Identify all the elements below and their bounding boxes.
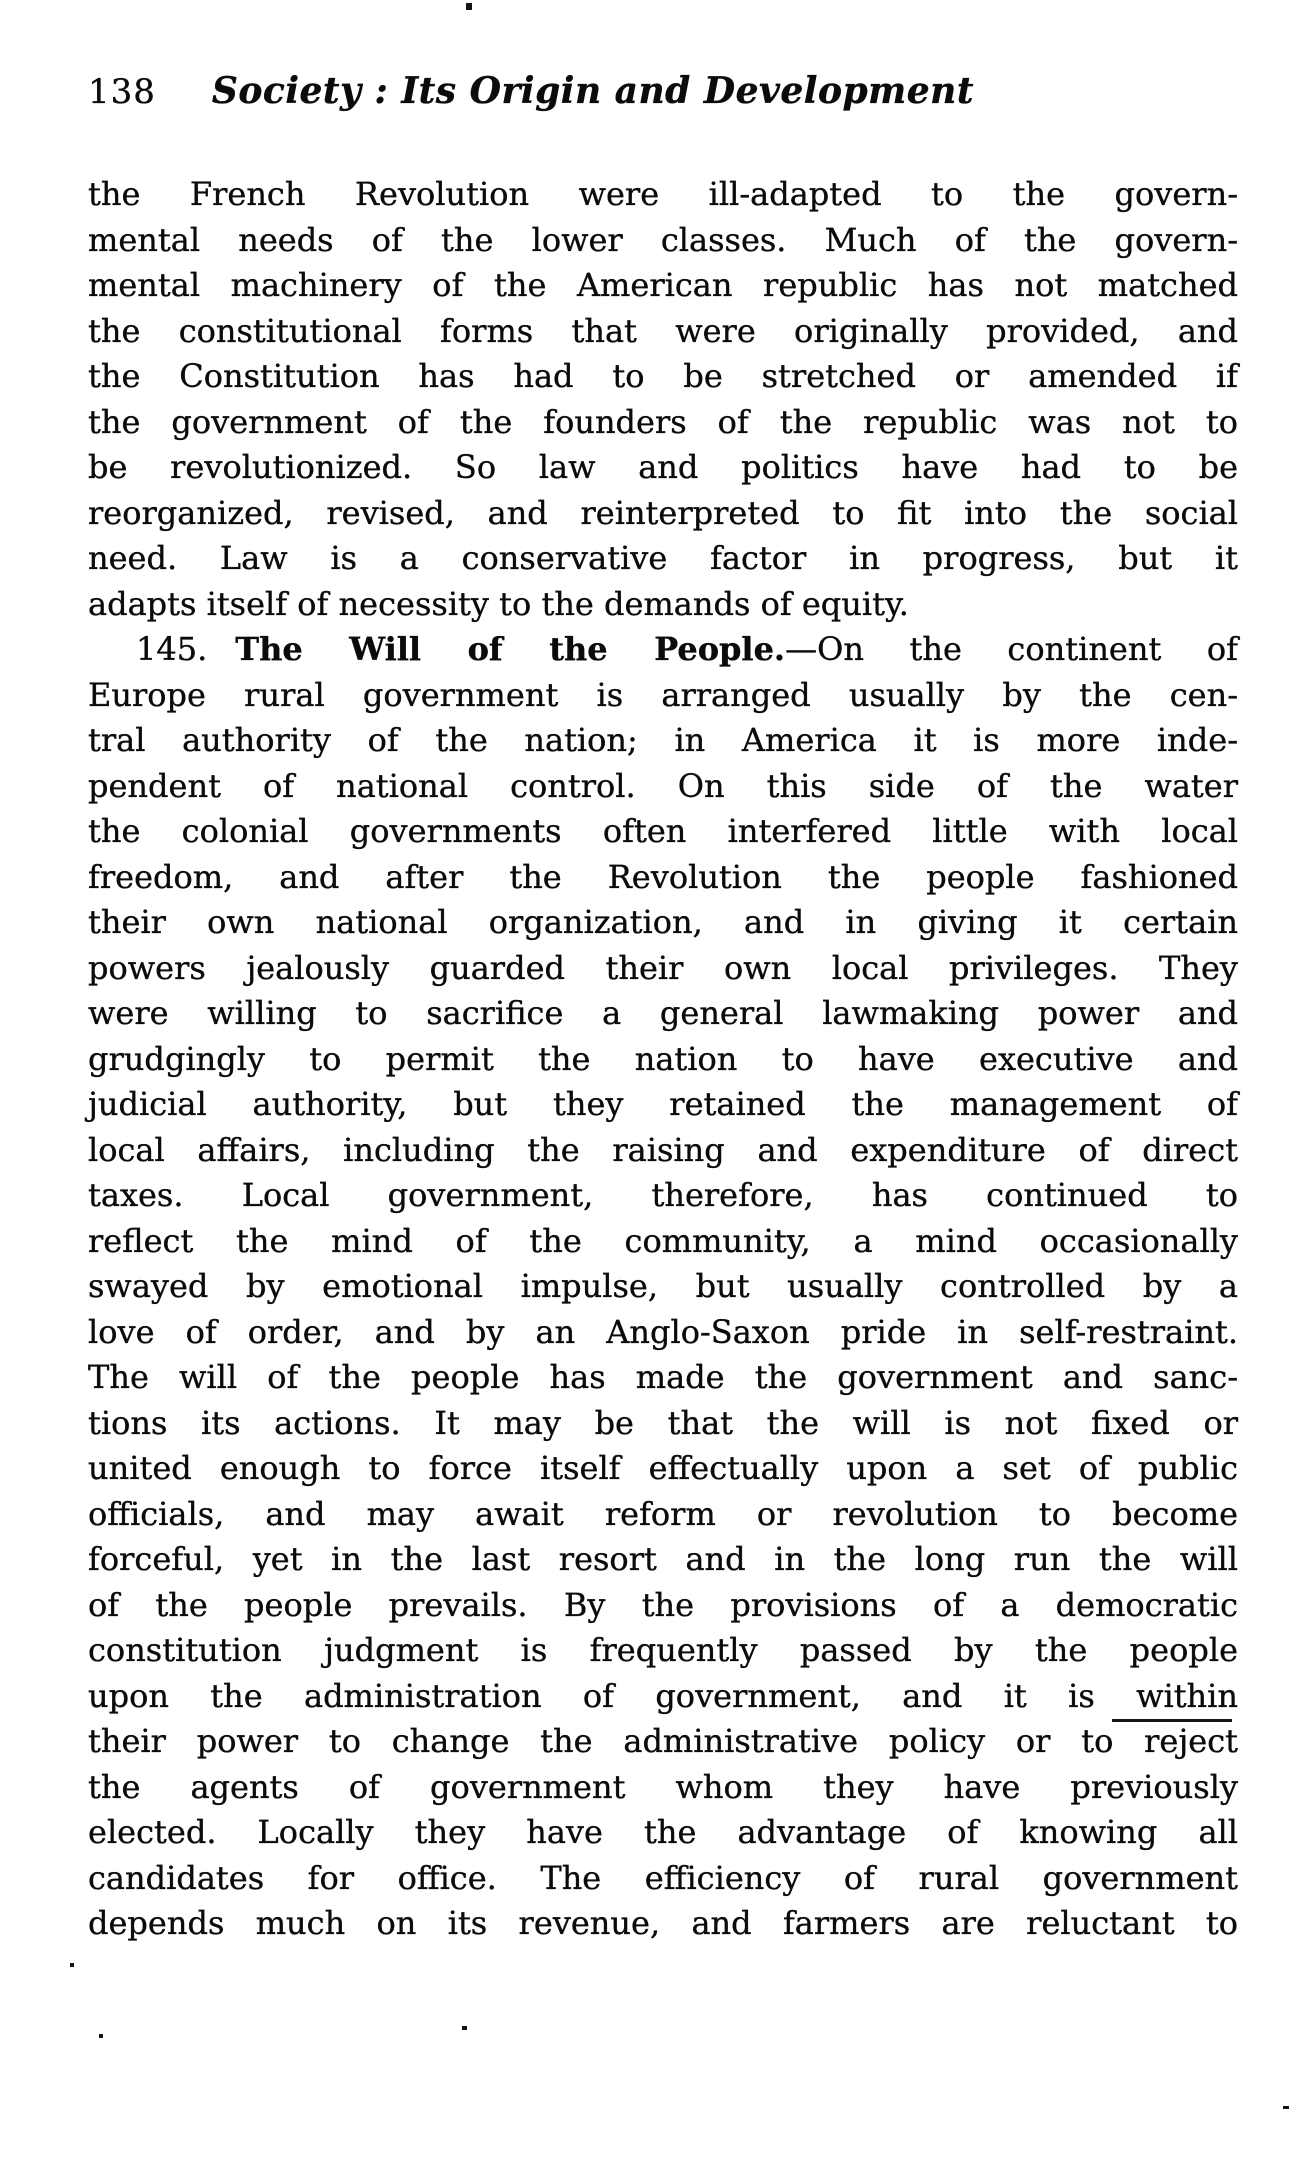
body-line: powers jealously guarded their own local privileges. They bbox=[88, 948, 1238, 987]
body-line: mental needs of the lower classes. Much of the govern- bbox=[88, 220, 1238, 259]
body-line: love of order, and by an Anglo-Saxon pride in self-restraint. bbox=[88, 1312, 1238, 1351]
body-line: swayed by emotional impulse, but usually controlled by a bbox=[88, 1267, 1238, 1305]
body-line: pendent of national control. On this side of the water bbox=[88, 766, 1238, 805]
body-line: depends much on its revenue, and farmers are reluctant to bbox=[88, 1904, 1238, 1942]
body-line: elected. Locally they have the advantage of knowing all bbox=[88, 1813, 1238, 1851]
scan-speck bbox=[70, 1963, 74, 1967]
page-number: 138 bbox=[88, 72, 156, 112]
body-line: Europe rural government is arranged usually by the cen- bbox=[88, 675, 1238, 714]
body-line: forceful, yet in the last resort and in the long run the will bbox=[88, 1540, 1238, 1578]
body-line: the colonial governments often interfered little with local bbox=[88, 812, 1238, 850]
page-header bbox=[88, 70, 1238, 122]
body-line: tions its actions. It may be that the will is not fixed or bbox=[88, 1403, 1238, 1442]
body-line: freedom, and after the Revolution the people fashioned bbox=[88, 857, 1238, 896]
body-text bbox=[88, 172, 1238, 1947]
scan-speck bbox=[466, 3, 472, 10]
section-number: 145. bbox=[136, 630, 208, 668]
body-line: grudgingly to permit the nation to have executive and bbox=[88, 1039, 1238, 1078]
body-line: upon the administration of government, and it is within bbox=[88, 1676, 1238, 1715]
body-line: constitution judgment is frequently passed by the people bbox=[88, 1631, 1238, 1669]
body-line: of the people prevails. By the provisions of a democratic bbox=[88, 1585, 1238, 1624]
body-line: be revolutionized. So law and politics have had to be bbox=[88, 448, 1238, 486]
body-line: reflect the mind of the community, a mind occasionally bbox=[88, 1221, 1238, 1260]
paragraph-1 bbox=[88, 172, 1238, 627]
body-line: united enough to force itself effectually upon a set of public bbox=[88, 1449, 1238, 1487]
body-line: were willing to sacrifice a general lawmaking power and bbox=[88, 994, 1238, 1032]
section-heading-line bbox=[88, 627, 1238, 673]
heading-continuation: —On the continent of bbox=[785, 630, 1239, 668]
body-line: the government of the founders of the republic was not to bbox=[88, 402, 1238, 441]
body-line: reorganized, revised, and reinterpreted to fit into the social bbox=[88, 493, 1238, 532]
scan-speck bbox=[1283, 2106, 1289, 2109]
body-line: the French Revolution were ill-adapted to the govern- bbox=[88, 175, 1238, 213]
paragraph-2 bbox=[88, 627, 1238, 1947]
body-line: local affairs, including the raising and expenditure of direct bbox=[88, 1130, 1238, 1169]
body-line: their own national organization, and in giving it certain bbox=[88, 903, 1238, 941]
body-line: mental machinery of the American republic has not matched bbox=[88, 266, 1238, 304]
body-line: judicial authority, but they retained the management of bbox=[88, 1085, 1238, 1123]
scan-artifact-underline bbox=[1112, 1719, 1232, 1722]
body-line: candidates for office. The efficiency of rural government bbox=[88, 1858, 1238, 1897]
section-heading: The Will of the People. bbox=[235, 630, 786, 668]
body-line: their power to change the administrative policy or to reject bbox=[88, 1722, 1238, 1760]
body-line: need. Law is a conservative factor in progress, but it bbox=[88, 539, 1238, 577]
scan-speck bbox=[99, 2034, 103, 2038]
body-line: The will of the people has made the government and sanc- bbox=[88, 1358, 1238, 1396]
body-line: the Constitution has had to be stretched or amended if bbox=[88, 357, 1238, 395]
body-line: officials, and may await reform or revolution to become bbox=[88, 1494, 1238, 1533]
body-line: the agents of government whom they have previously bbox=[88, 1767, 1238, 1806]
body-line: adapts itself of necessity to the demands of equity. bbox=[88, 584, 909, 623]
running-title: Society : Its Origin and Development bbox=[211, 70, 974, 112]
scan-speck bbox=[462, 2026, 467, 2030]
body-line: tral authority of the nation; in America it is more inde- bbox=[88, 721, 1238, 759]
body-line: the constitutional forms that were originally provided, and bbox=[88, 311, 1238, 350]
body-line: taxes. Local government, therefore, has continued to bbox=[88, 1176, 1238, 1214]
text-column bbox=[88, 70, 1238, 1947]
